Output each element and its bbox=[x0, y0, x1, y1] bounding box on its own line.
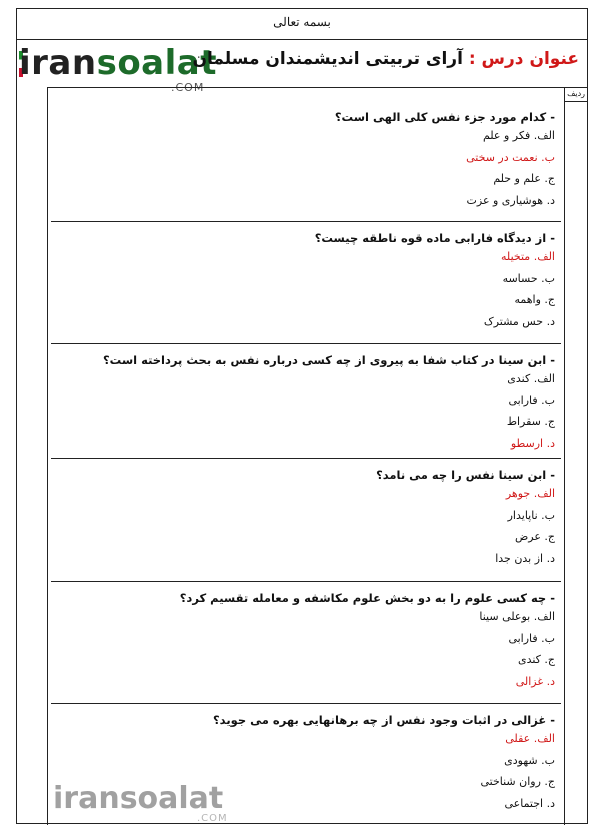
question-block bbox=[51, 101, 561, 222]
answer-option: د. حس مشترک bbox=[483, 314, 555, 328]
question-list bbox=[51, 101, 561, 820]
lesson-title-text: آرای تربیتی اندیشمندان مسلمان bbox=[192, 49, 463, 69]
logo-part2: soalat bbox=[96, 43, 217, 83]
bismillah-heading: بسمه تعالی bbox=[273, 15, 331, 29]
logo-domain: .COM bbox=[171, 81, 205, 94]
answer-option: ب. فارابی bbox=[508, 631, 555, 645]
question-block bbox=[51, 222, 561, 344]
answer-option-correct: الف. متخیله bbox=[501, 250, 555, 263]
answer-option: ب. فارابی bbox=[508, 393, 555, 407]
answer-option-correct: د. ارسطو bbox=[510, 436, 555, 450]
row-number-label: ردیف bbox=[567, 89, 585, 98]
answer-option: د. اجتماعی bbox=[504, 796, 555, 810]
answer-option: د. از بدن جدا bbox=[495, 551, 555, 565]
question-text: - چه کسی علوم را به دو بخش علوم مکاشفه و معامله تقسیم کرد؟ bbox=[179, 591, 555, 605]
answer-option-correct: الف. جوهر bbox=[505, 487, 555, 500]
question-block bbox=[51, 344, 561, 459]
watermark-logo bbox=[47, 779, 227, 831]
answer-option: ب. حساسه bbox=[502, 271, 555, 285]
left-margin-rule bbox=[47, 87, 48, 825]
question-text: - ابن سینا نفس را چه می نامد؟ bbox=[376, 468, 555, 482]
answer-option: ج. عرض bbox=[514, 530, 555, 543]
question-text: - کدام مورد جزء نفس کلی الهی است؟ bbox=[334, 110, 555, 124]
question-text: - غزالی در اثبات وجود نفس از چه برهانهایی بهره می جوید؟ bbox=[213, 713, 555, 727]
answer-option: ج. کندی bbox=[517, 653, 555, 666]
answer-option: الف. کندی bbox=[507, 372, 555, 385]
question-text: - از دیدگاه فارابی ماده قوه ناطقه چیست؟ bbox=[314, 231, 555, 245]
row-number-divider bbox=[565, 101, 587, 102]
answer-option-correct: د. غزالی bbox=[515, 674, 555, 688]
watermark-part1: iran bbox=[53, 781, 120, 816]
answer-option: د. هوشیاری و عزت bbox=[466, 193, 555, 207]
question-block bbox=[51, 582, 561, 704]
lesson-title bbox=[192, 49, 579, 69]
question-block bbox=[51, 459, 561, 582]
answer-option: الف. فکر و علم bbox=[482, 129, 555, 142]
answer-option: ج. روان شناختی bbox=[480, 775, 555, 788]
question-text: - ابن سینا در کتاب شفا به پیروی از چه کسی درباره نفس به بحث پرداخته است؟ bbox=[103, 353, 555, 367]
answer-option: ج. علم و حلم bbox=[493, 172, 555, 185]
answer-option: ج. واهمه bbox=[514, 293, 555, 306]
answer-option: ب. ناپایدار bbox=[507, 508, 555, 522]
answer-option: ج. سقراط bbox=[506, 415, 555, 428]
row-number-column bbox=[564, 87, 587, 825]
watermark-domain: .COM bbox=[197, 813, 228, 824]
title-divider bbox=[47, 87, 587, 88]
logo-part1: iran bbox=[19, 43, 97, 83]
header-divider bbox=[17, 39, 587, 40]
document-page bbox=[16, 8, 588, 824]
answer-option: ب. شهودی bbox=[504, 753, 555, 767]
answer-option: الف. بوعلی سینا bbox=[479, 610, 555, 623]
answer-option-correct: ب. نعمت در سختی bbox=[466, 150, 555, 164]
watermark-part2: soalat bbox=[119, 781, 224, 816]
answer-option-correct: الف. عقلی bbox=[505, 732, 555, 745]
lesson-title-label: عنوان درس : bbox=[468, 49, 579, 69]
